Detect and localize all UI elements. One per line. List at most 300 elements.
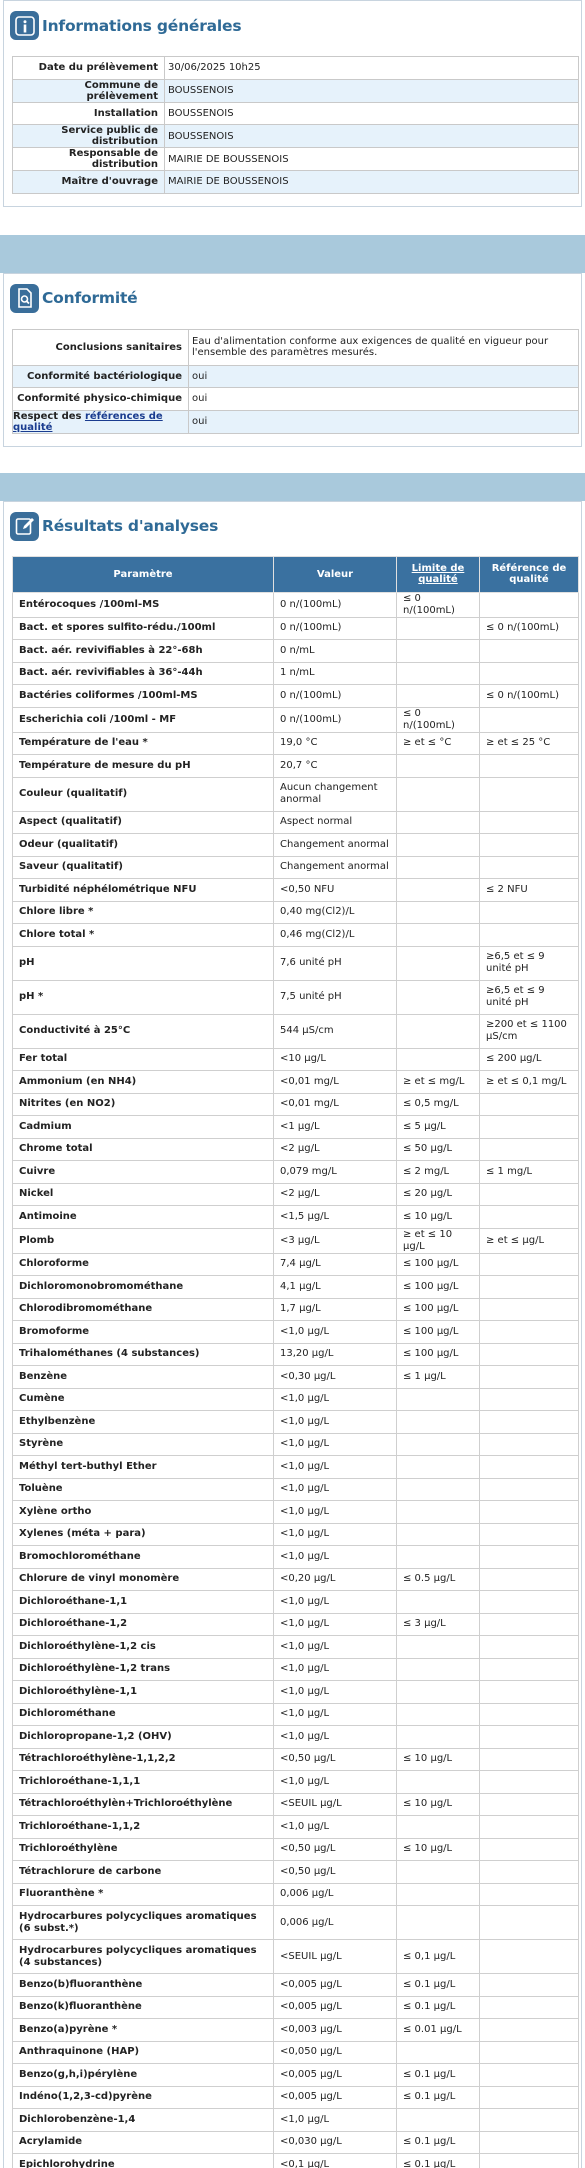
result-reference: ≤ 0 n/(100mL) [480, 685, 579, 708]
result-reference [480, 2064, 579, 2087]
result-param: Hydrocarbures polycycliques aromatiques (6 subst.*) [13, 1906, 274, 1940]
result-reference [480, 1591, 579, 1614]
result-row [13, 1658, 579, 1681]
result-param: Chlore total * [13, 924, 274, 947]
result-reference [480, 1658, 579, 1681]
result-value: <1,5 µg/L [274, 1206, 397, 1229]
result-value: <0,005 µg/L [274, 2064, 397, 2087]
result-reference [480, 1321, 579, 1344]
section-separator [0, 235, 585, 273]
result-value: <0,50 µg/L [274, 1838, 397, 1861]
result-param: Acrylamide [13, 2131, 274, 2154]
result-reference [480, 1183, 579, 1206]
result-param: Xylenes (méta + para) [13, 1523, 274, 1546]
result-param: Dichloroéthylène-1,1 [13, 1681, 274, 1704]
result-value: <1,0 µg/L [274, 1523, 397, 1546]
result-param: Chrome total [13, 1138, 274, 1161]
general-info-label: Responsable de distribution [13, 148, 165, 171]
result-limit [397, 1388, 480, 1411]
result-value: <1,0 µg/L [274, 1816, 397, 1839]
result-limit [397, 1456, 480, 1479]
result-row [13, 2064, 579, 2087]
result-value: 0,006 µg/L [274, 1883, 397, 1906]
result-reference [480, 924, 579, 947]
result-param: Styrène [13, 1433, 274, 1456]
result-reference [480, 1816, 579, 1839]
result-limit [397, 1883, 480, 1906]
general-info-label: Maître d'ouvrage [13, 171, 165, 194]
result-row [13, 1838, 579, 1861]
result-reference [480, 1636, 579, 1659]
result-value: 1 n/mL [274, 662, 397, 685]
result-param: Trichloroéthane-1,1,1 [13, 1771, 274, 1794]
results-header-row [13, 556, 579, 592]
general-info-value: MAIRIE DE BOUSSENOIS [165, 171, 579, 194]
general-info-row [13, 79, 579, 102]
result-reference: ≥ et ≤ 0,1 mg/L [480, 1071, 579, 1094]
result-row [13, 685, 579, 708]
result-limit [397, 777, 480, 811]
result-row [13, 879, 579, 902]
result-param: Tétrachloroéthylèn+Trichloroéthylène [13, 1793, 274, 1816]
result-limit [397, 2041, 480, 2064]
result-param: Trichloroéthane-1,1,2 [13, 1816, 274, 1839]
result-row [13, 856, 579, 879]
result-row [13, 2131, 579, 2154]
result-row [13, 1206, 579, 1229]
result-param: Cuivre [13, 1161, 274, 1184]
result-limit [397, 856, 480, 879]
result-row [13, 640, 579, 663]
result-limit: ≤ 5 µg/L [397, 1116, 480, 1139]
result-reference [480, 1703, 579, 1726]
result-limit: ≤ 0,5 mg/L [397, 1093, 480, 1116]
result-param: Saveur (qualitatif) [13, 856, 274, 879]
result-limit: ≤ 100 µg/L [397, 1253, 480, 1276]
result-reference: ≤ 2 NFU [480, 879, 579, 902]
result-param: Bromoforme [13, 1321, 274, 1344]
result-row [13, 1253, 579, 1276]
result-row [13, 2154, 579, 2168]
result-value: 7,5 unité pH [274, 980, 397, 1014]
result-reference [480, 1501, 579, 1524]
result-reference [480, 1726, 579, 1749]
result-row [13, 1771, 579, 1794]
conformity-header [4, 284, 581, 313]
result-row [13, 1161, 579, 1184]
conformity-row [13, 388, 579, 411]
result-param: Fluoranthène * [13, 1883, 274, 1906]
result-param: Indéno(1,2,3-cd)pyrène [13, 2086, 274, 2109]
general-info-value: MAIRIE DE BOUSSENOIS [165, 148, 579, 171]
result-reference [480, 1093, 579, 1116]
result-param: Dichloropropane-1,2 (OHV) [13, 1726, 274, 1749]
general-info-row [13, 148, 579, 171]
result-param: Cumène [13, 1388, 274, 1411]
result-limit [397, 685, 480, 708]
result-limit: ≤ 20 µg/L [397, 1183, 480, 1206]
result-row [13, 924, 579, 947]
result-value: <1,0 µg/L [274, 1388, 397, 1411]
result-value: <1,0 µg/L [274, 1411, 397, 1434]
result-limit [397, 901, 480, 924]
result-param: Turbidité néphélométrique NFU [13, 879, 274, 902]
result-reference [480, 811, 579, 834]
result-param: Dichloromonobromométhane [13, 1276, 274, 1299]
conformity-row [13, 365, 579, 388]
result-value: 0 n/(100mL) [274, 617, 397, 640]
result-value: <0,50 µg/L [274, 1861, 397, 1884]
result-value: <2 µg/L [274, 1183, 397, 1206]
result-limit: ≤ 100 µg/L [397, 1321, 480, 1344]
result-reference [480, 1478, 579, 1501]
result-param: Couleur (qualitatif) [13, 777, 274, 811]
result-value: <1,0 µg/L [274, 1613, 397, 1636]
result-row [13, 2086, 579, 2109]
result-row [13, 811, 579, 834]
result-reference: ≥ et ≤ 25 °C [480, 732, 579, 755]
result-reference [480, 834, 579, 857]
result-row [13, 1366, 579, 1389]
general-info-title: Informations générales [42, 16, 242, 35]
result-value: <0,30 µg/L [274, 1366, 397, 1389]
conformity-row [13, 410, 579, 433]
conformity-value: Eau d'alimentation conforme aux exigences de qualité en vigueur pour l'ensemble des paramètres mesurés. [189, 329, 579, 365]
result-value: <0,20 µg/L [274, 1568, 397, 1591]
result-reference: ≤ 200 µg/L [480, 1048, 579, 1071]
result-limit: ≤ 10 µg/L [397, 1838, 480, 1861]
result-limit [397, 1014, 480, 1048]
result-row [13, 834, 579, 857]
general-info-value: 30/06/2025 10h25 [165, 57, 579, 80]
result-reference [480, 1366, 579, 1389]
result-limit: ≤ 0.1 µg/L [397, 1996, 480, 2019]
result-value: 544 µS/cm [274, 1014, 397, 1048]
result-limit [397, 1478, 480, 1501]
result-param: Benzo(g,h,i)pérylène [13, 2064, 274, 2087]
result-limit [397, 879, 480, 902]
result-reference [480, 1861, 579, 1884]
result-limit [397, 1771, 480, 1794]
result-param: Nickel [13, 1183, 274, 1206]
result-value: <0,50 µg/L [274, 1748, 397, 1771]
result-row [13, 1456, 579, 1479]
result-row [13, 1816, 579, 1839]
result-row [13, 980, 579, 1014]
result-limit [397, 1523, 480, 1546]
result-limit [397, 924, 480, 947]
result-limit: ≤ 100 µg/L [397, 1276, 480, 1299]
refs-label-prefix: Respect des [13, 410, 85, 422]
result-param: Benzo(a)pyrène * [13, 2019, 274, 2042]
result-row [13, 946, 579, 980]
result-reference [480, 1681, 579, 1704]
result-row [13, 755, 579, 778]
result-reference [480, 1456, 579, 1479]
result-row [13, 1411, 579, 1434]
result-value: <1,0 µg/L [274, 1433, 397, 1456]
conformity-label [13, 410, 189, 433]
results-card [3, 501, 582, 2168]
column-header-param: Paramètre [13, 556, 274, 592]
result-row [13, 1681, 579, 1704]
result-value: <1,0 µg/L [274, 1591, 397, 1614]
result-limit [397, 617, 480, 640]
result-row [13, 1071, 579, 1094]
result-row [13, 1703, 579, 1726]
result-param: pH [13, 946, 274, 980]
edit-icon [10, 512, 39, 541]
result-value: <0,01 mg/L [274, 1093, 397, 1116]
result-reference [480, 1138, 579, 1161]
result-row [13, 592, 579, 617]
result-reference [480, 1906, 579, 1940]
general-info-label: Commune de prélèvement [13, 79, 165, 102]
result-value: <1,0 µg/L [274, 1658, 397, 1681]
result-reference [480, 1940, 579, 1974]
result-value: <3 µg/L [274, 1228, 397, 1253]
conformity-label: Conclusions sanitaires [13, 329, 189, 365]
result-param: Conductivité à 25°C [13, 1014, 274, 1048]
result-param: Hydrocarbures polycycliques aromatiques (4 substances) [13, 1940, 274, 1974]
result-value: <1,0 µg/L [274, 1681, 397, 1704]
result-reference [480, 2041, 579, 2064]
general-info-header [4, 11, 581, 40]
result-param: Dichloroéthylène-1,2 trans [13, 1658, 274, 1681]
result-value: 0,46 mg(Cl2)/L [274, 924, 397, 947]
result-reference [480, 1298, 579, 1321]
result-reference [480, 707, 579, 732]
result-limit [397, 1658, 480, 1681]
result-limit [397, 1411, 480, 1434]
result-value: <1,0 µg/L [274, 1771, 397, 1794]
result-param: Bact. et spores sulfito-rédu./100ml [13, 617, 274, 640]
result-value: 0,40 mg(Cl2)/L [274, 901, 397, 924]
result-row [13, 1228, 579, 1253]
conformity-value: oui [189, 410, 579, 433]
result-limit [397, 1726, 480, 1749]
result-param: Dichlorobenzène-1,4 [13, 2109, 274, 2132]
result-reference [480, 856, 579, 879]
result-reference [480, 1523, 579, 1546]
limit-quality-link[interactable]: Limite de qualité [411, 563, 465, 585]
result-value: <1,0 µg/L [274, 2109, 397, 2132]
result-limit: ≥ et ≤ 10 µg/L [397, 1228, 480, 1253]
general-info-row [13, 102, 579, 125]
result-limit: ≤ 0.1 µg/L [397, 2086, 480, 2109]
conformity-label: Conformité physico-chimique [13, 388, 189, 411]
result-row [13, 1321, 579, 1344]
result-limit: ≤ 0.1 µg/L [397, 2064, 480, 2087]
result-limit: ≤ 0.01 µg/L [397, 2019, 480, 2042]
result-row [13, 1793, 579, 1816]
result-limit [397, 946, 480, 980]
result-limit: ≤ 0.5 µg/L [397, 1568, 480, 1591]
result-param: Température de mesure du pH [13, 755, 274, 778]
result-row [13, 777, 579, 811]
result-value: <0,003 µg/L [274, 2019, 397, 2042]
result-value: 0 n/mL [274, 640, 397, 663]
result-reference [480, 1748, 579, 1771]
result-row [13, 662, 579, 685]
result-value: <0,005 µg/L [274, 1996, 397, 2019]
result-value: 0,079 mg/L [274, 1161, 397, 1184]
result-limit [397, 834, 480, 857]
result-reference [480, 2019, 579, 2042]
result-reference: ≤ 1 mg/L [480, 1161, 579, 1184]
result-reference [480, 662, 579, 685]
result-limit [397, 1681, 480, 1704]
result-row [13, 1883, 579, 1906]
result-row [13, 617, 579, 640]
result-param: Dichloroéthane-1,1 [13, 1591, 274, 1614]
result-row [13, 2041, 579, 2064]
result-reference [480, 640, 579, 663]
result-reference [480, 1343, 579, 1366]
result-limit [397, 1048, 480, 1071]
result-value: <1,0 µg/L [274, 1703, 397, 1726]
result-reference [480, 1613, 579, 1636]
result-row [13, 1861, 579, 1884]
result-reference [480, 1771, 579, 1794]
result-row [13, 1298, 579, 1321]
result-row [13, 1996, 579, 2019]
result-param: Nitrites (en NO2) [13, 1093, 274, 1116]
result-row [13, 1048, 579, 1071]
result-limit [397, 1703, 480, 1726]
result-reference [480, 1546, 579, 1569]
result-value: 7,6 unité pH [274, 946, 397, 980]
result-reference [480, 1838, 579, 1861]
result-param: Ethylbenzène [13, 1411, 274, 1434]
result-param: Chlore libre * [13, 901, 274, 924]
result-row [13, 1726, 579, 1749]
result-row [13, 2019, 579, 2042]
result-value: 20,7 °C [274, 755, 397, 778]
result-param: Bact. aér. revivifiables à 22°-68h [13, 640, 274, 663]
quality-references-link[interactable]: références de qualité [13, 410, 163, 433]
result-limit: ≤ 0.1 µg/L [397, 2131, 480, 2154]
result-limit: ≤ 0.1 µg/L [397, 1974, 480, 1997]
result-limit [397, 1501, 480, 1524]
conformity-label: Conformité bactériologique [13, 365, 189, 388]
result-value: <2 µg/L [274, 1138, 397, 1161]
result-row [13, 1116, 579, 1139]
section-separator [0, 473, 585, 501]
result-reference [480, 1996, 579, 2019]
column-header-ref: Référence de qualité [480, 556, 579, 592]
result-param: Bact. aér. revivifiables à 36°-44h [13, 662, 274, 685]
general-info-value: BOUSSENOIS [165, 79, 579, 102]
result-param: Epichlorohydrine [13, 2154, 274, 2168]
result-value: <0,005 µg/L [274, 1974, 397, 1997]
result-limit: ≤ 10 µg/L [397, 1206, 480, 1229]
conformity-table [12, 329, 579, 434]
result-reference [480, 755, 579, 778]
column-header-limit[interactable] [397, 556, 480, 592]
general-info-table [12, 56, 579, 194]
result-row [13, 732, 579, 755]
result-limit [397, 1636, 480, 1659]
result-reference [480, 1883, 579, 1906]
result-limit: ≤ 3 µg/L [397, 1613, 480, 1636]
result-param: Tétrachloroéthylène-1,1,2,2 [13, 1748, 274, 1771]
result-limit: ≤ 10 µg/L [397, 1793, 480, 1816]
result-reference [480, 2086, 579, 2109]
result-value: <1 µg/L [274, 1116, 397, 1139]
result-row [13, 1591, 579, 1614]
result-reference [480, 1793, 579, 1816]
result-value: <0,005 µg/L [274, 2086, 397, 2109]
result-value: <0,50 NFU [274, 879, 397, 902]
result-value: 13,20 µg/L [274, 1343, 397, 1366]
result-limit: ≤ 2 mg/L [397, 1161, 480, 1184]
general-info-value: BOUSSENOIS [165, 125, 579, 148]
result-limit [397, 811, 480, 834]
result-reference [480, 592, 579, 617]
result-value: <1,0 µg/L [274, 1546, 397, 1569]
result-reference [480, 2109, 579, 2132]
result-value: 1,7 µg/L [274, 1298, 397, 1321]
result-row [13, 1748, 579, 1771]
result-param: Chlorure de vinyl monomère [13, 1568, 274, 1591]
result-value: Changement anormal [274, 834, 397, 857]
result-value: <1,0 µg/L [274, 1501, 397, 1524]
result-reference: ≥ et ≤ µg/L [480, 1228, 579, 1253]
info-icon [10, 11, 39, 40]
result-value: 7,4 µg/L [274, 1253, 397, 1276]
result-limit: ≤ 0.1 µg/L [397, 2154, 480, 2168]
result-limit [397, 1861, 480, 1884]
result-row [13, 1093, 579, 1116]
result-limit: ≤ 1 µg/L [397, 1366, 480, 1389]
result-param: Bromochlorométhane [13, 1546, 274, 1569]
result-value: 19,0 °C [274, 732, 397, 755]
result-param: Plomb [13, 1228, 274, 1253]
result-value: <0,01 mg/L [274, 1071, 397, 1094]
result-param: Dichloroéthylène-1,2 cis [13, 1636, 274, 1659]
result-limit [397, 755, 480, 778]
general-info-label: Date du prélèvement [13, 57, 165, 80]
result-limit [397, 1433, 480, 1456]
result-value: <10 µg/L [274, 1048, 397, 1071]
result-limit: ≥ et ≤ mg/L [397, 1071, 480, 1094]
result-param: Dichloroéthane-1,2 [13, 1613, 274, 1636]
result-limit [397, 662, 480, 685]
result-limit [397, 1546, 480, 1569]
result-row [13, 1014, 579, 1048]
result-row [13, 1276, 579, 1299]
result-param: Tétrachlorure de carbone [13, 1861, 274, 1884]
result-param: Dichlorométhane [13, 1703, 274, 1726]
result-param: Température de l'eau * [13, 732, 274, 755]
results-table [12, 556, 579, 2168]
result-row [13, 1636, 579, 1659]
result-param: Odeur (qualitatif) [13, 834, 274, 857]
result-row [13, 1940, 579, 1974]
result-reference: ≥200 et ≤ 1100 µS/cm [480, 1014, 579, 1048]
result-param: Méthyl tert-buthyl Ether [13, 1456, 274, 1479]
result-value: 0 n/(100mL) [274, 592, 397, 617]
result-param: Trichloroéthylène [13, 1838, 274, 1861]
result-value: <SEUIL µg/L [274, 1940, 397, 1974]
result-row [13, 1138, 579, 1161]
result-param: Fer total [13, 1048, 274, 1071]
result-reference [480, 901, 579, 924]
result-value: <0,1 µg/L [274, 2154, 397, 2168]
result-param: Entérocoques /100ml-MS [13, 592, 274, 617]
result-limit [397, 2109, 480, 2132]
